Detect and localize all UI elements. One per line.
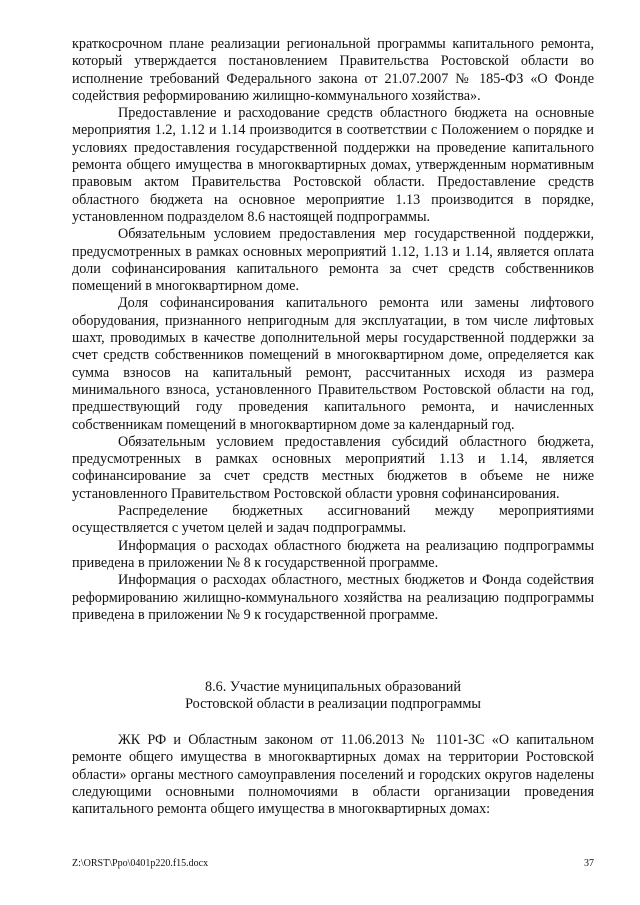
document-body — [72, 36, 594, 624]
paragraph: Распределение бюджетных ассигнований между мероприятиями осуществляется с учетом целей и задач подпрограммы. — [72, 503, 594, 537]
paragraph: Обязательным условием предоставления мер государственной поддержки, предусмотренных в рамках основных мероприятий 1.12, 1.13 и 1.14, является оплата доли софинансирования капитального ремонта за счет средств собственников помещений в многоквартирном доме. — [72, 226, 594, 295]
footer-file-path: Z:\ORST\Ppo\0401p220.f15.docx — [72, 858, 209, 869]
paragraph-continuation: краткосрочном плане реализации региональной программы капитального ремонта, который утверждается постановлением Правительства Ростовской области во исполнение требований Федерального закона от 21.07.2007 № 185-ФЗ «О Фонде содействия реформированию жилищно-коммунального хозяйства». — [72, 36, 594, 104]
section-title-line-2: Ростовской области в реализации подпрограммы — [185, 696, 481, 713]
paragraph: Информация о расходах областного бюджета на реализацию подпрограммы приведена в приложении № 8 к государственной программе. — [72, 537, 594, 571]
section-heading — [72, 679, 594, 714]
paragraph: Информация о расходах областного, местных бюджетов и Фонда содействия реформированию жилищно-коммунального хозяйства на реализацию подпрограммы приведена в приложении № 9 к государственной программе. — [72, 572, 594, 623]
paragraph: Доля софинансирования капитального ремонта или замены лифтового оборудования, признанного непригодным для эксплуатации, в том числе лифтовых шахт, проводимых в качестве дополнительной меры государственной поддержки за счет средств собственников помещений в многоквартирном доме, определяется как сумма взносов на капитальный ремонт, рассчитанных исходя из размера минимального взноса, установленного Правительством Ростовской области на год, предшествующий году проведения капитального ремонта, и начисленных собственникам помещений в многоквартирном доме за календарный год. — [72, 295, 594, 433]
section-title-line-1: 8.6. Участие муниципальных образований — [205, 679, 461, 695]
paragraph: ЖК РФ и Областным законом от 11.06.2013 № 1101-ЗС «О капитальном ремонте общего имущества в многоквартирных домах на территории Ростовской области» органы местного самоуправления поселений и городских округов наделены следующими основными полномочиями в области организации проведения капитального ремонта общего имущества в многоквартирных домах: — [72, 732, 594, 818]
section-body — [72, 732, 594, 818]
paragraph: Предоставление и расходование средств областного бюджета на основные мероприятия 1.2, 1.12 и 1.14 производится в соответствии с Положением о порядке и условиях предоставления государственной поддержки на проведение капитального ремонта общего имущества в многоквартирных домах, утвержденным нормативным правовым актом Правительства Ростовской области. Предоставление средств областного бюджета на основное мероприятие 1.13 производится в порядке, установленном подразделом 8.6 настоящей подпрограммы. — [72, 105, 594, 225]
paragraph: Обязательным условием предоставления субсидий областного бюджета, предусмотренных в рамках основных мероприятий 1.13 и 1.14, является софинансирование за счет средств местных бюджетов в объеме не ниже установленного Правительством Ростовской области уровня софинансирования. — [72, 433, 594, 502]
page-number: 37 — [584, 858, 594, 869]
